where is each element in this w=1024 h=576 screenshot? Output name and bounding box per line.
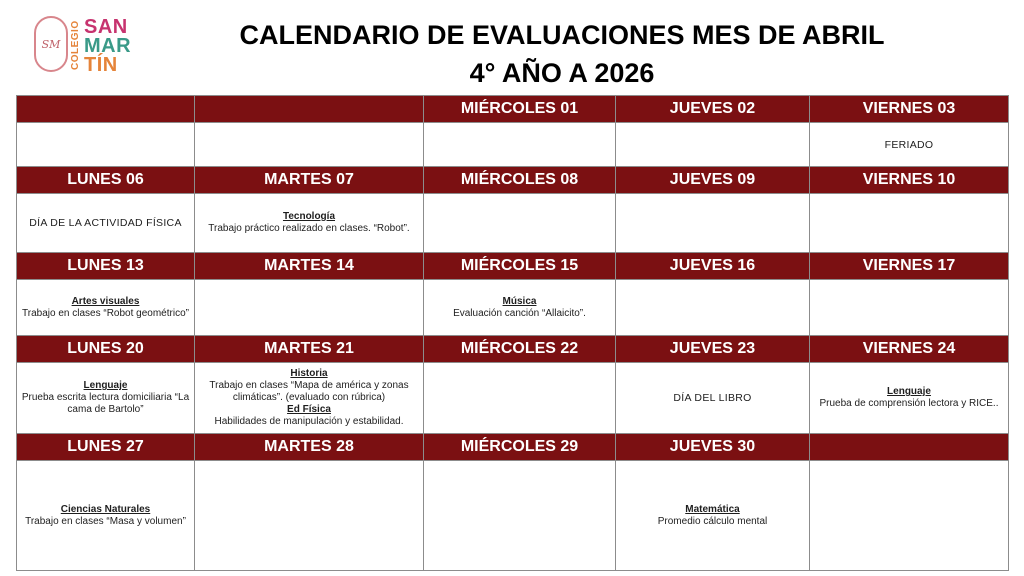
day-cell xyxy=(810,363,1009,434)
week-body-row xyxy=(17,280,1009,336)
evaluation-description: Habilidades de manipulación y estabilidad. xyxy=(214,416,404,427)
day-header: LUNES 13 xyxy=(17,253,195,280)
day-header: LUNES 20 xyxy=(17,336,195,363)
evaluation-description: Promedio cálculo mental xyxy=(657,515,768,527)
day-header: MARTES 28 xyxy=(195,434,424,461)
day-header: JUEVES 23 xyxy=(616,336,810,363)
day-cell xyxy=(810,280,1009,336)
logo-line-1: SAN xyxy=(84,16,128,38)
day-cell xyxy=(616,363,810,434)
day-cell xyxy=(616,461,810,571)
day-header xyxy=(810,434,1009,461)
day-cell xyxy=(195,280,424,336)
day-header: VIERNES 10 xyxy=(810,167,1009,194)
page-subtitle: 4° AÑO A 2026 xyxy=(469,58,655,88)
subject-title: Lenguaje xyxy=(83,380,128,391)
day-cell xyxy=(195,461,424,571)
day-cell xyxy=(424,461,616,571)
day-header: MIÉRCOLES 29 xyxy=(424,434,616,461)
day-header: MIÉRCOLES 22 xyxy=(424,336,616,363)
day-header xyxy=(195,96,424,123)
day-cell xyxy=(424,194,616,253)
day-header xyxy=(17,96,195,123)
day-cell xyxy=(17,461,195,571)
day-cell xyxy=(616,280,810,336)
day-cell xyxy=(616,123,810,167)
day-cell xyxy=(810,123,1009,167)
subject-title: Ciencias Naturales xyxy=(60,503,151,515)
subject-title: Historia xyxy=(290,368,328,379)
day-header: VIERNES 24 xyxy=(810,336,1009,363)
week-body-row xyxy=(17,363,1009,434)
subject-title: Matemática xyxy=(685,503,740,515)
subject-title: Música xyxy=(502,295,537,307)
evaluation-description: Evaluación canción “Allaicito”. xyxy=(453,307,586,319)
evaluation-description: Trabajo en clases “Robot geométrico” xyxy=(22,307,189,319)
subject-title: Lenguaje xyxy=(887,386,931,397)
day-header: VIERNES 03 xyxy=(810,96,1009,123)
day-header: LUNES 27 xyxy=(17,434,195,461)
logo-colegio-text: COLEGIO xyxy=(70,20,81,70)
day-cell xyxy=(616,194,810,253)
day-header: MIÉRCOLES 01 xyxy=(424,96,616,123)
day-header: MARTES 07 xyxy=(195,167,424,194)
day-header: JUEVES 16 xyxy=(616,253,810,280)
crest-icon: SM xyxy=(34,16,68,72)
subject-title: Ed Física xyxy=(287,404,331,415)
week-body-row xyxy=(17,461,1009,571)
day-cell xyxy=(195,123,424,167)
evaluation-description: Trabajo en clases “Mapa de américa y zonas climáticas”. (evaluado con rúbrica) xyxy=(209,380,409,403)
day-cell xyxy=(17,123,195,167)
day-header: LUNES 06 xyxy=(17,167,195,194)
week-body-row xyxy=(17,123,1009,167)
event-label: DÍA DE LA ACTIVIDAD FÍSICA xyxy=(29,217,182,229)
subject-title: Artes visuales xyxy=(71,295,140,307)
event-label: FERIADO xyxy=(884,138,934,151)
week-header-row xyxy=(17,253,1009,280)
day-header: MIÉRCOLES 15 xyxy=(424,253,616,280)
day-header: VIERNES 17 xyxy=(810,253,1009,280)
week-header-row xyxy=(17,434,1009,461)
day-cell xyxy=(17,280,195,336)
evaluation-description: Trabajo práctico realizado en clases. “Robot”. xyxy=(208,223,410,234)
day-cell xyxy=(424,123,616,167)
week-header-row xyxy=(17,96,1009,123)
logo-line-3: TÍN xyxy=(84,54,118,76)
day-cell xyxy=(424,363,616,434)
day-cell xyxy=(17,363,195,434)
page-title: CALENDARIO DE EVALUACIONES MES DE ABRIL xyxy=(239,20,885,50)
evaluation-calendar xyxy=(16,95,1009,571)
day-cell xyxy=(424,280,616,336)
logo-line-2: MAR xyxy=(84,35,132,57)
evaluation-description: Prueba escrita lectura domiciliaria “La cama de Bartolo” xyxy=(21,392,190,415)
day-cell xyxy=(195,194,424,253)
week-header-row xyxy=(17,167,1009,194)
day-header: JUEVES 02 xyxy=(616,96,810,123)
day-header: MARTES 14 xyxy=(195,253,424,280)
day-header: JUEVES 09 xyxy=(616,167,810,194)
day-cell xyxy=(17,194,195,253)
subject-title: Tecnología xyxy=(282,211,336,222)
school-logo xyxy=(34,14,144,76)
evaluation-description: Prueba de comprensión lectora y RICE.. xyxy=(819,398,999,409)
day-header: MARTES 21 xyxy=(195,336,424,363)
week-header-row xyxy=(17,336,1009,363)
day-header: JUEVES 30 xyxy=(616,434,810,461)
day-cell xyxy=(195,363,424,434)
day-cell xyxy=(810,194,1009,253)
event-label: DÍA DEL LIBRO xyxy=(673,392,752,404)
evaluation-description: Trabajo en clases “Masa y volumen” xyxy=(25,515,186,527)
week-body-row xyxy=(17,194,1009,253)
day-cell xyxy=(810,461,1009,571)
day-header: MIÉRCOLES 08 xyxy=(424,167,616,194)
